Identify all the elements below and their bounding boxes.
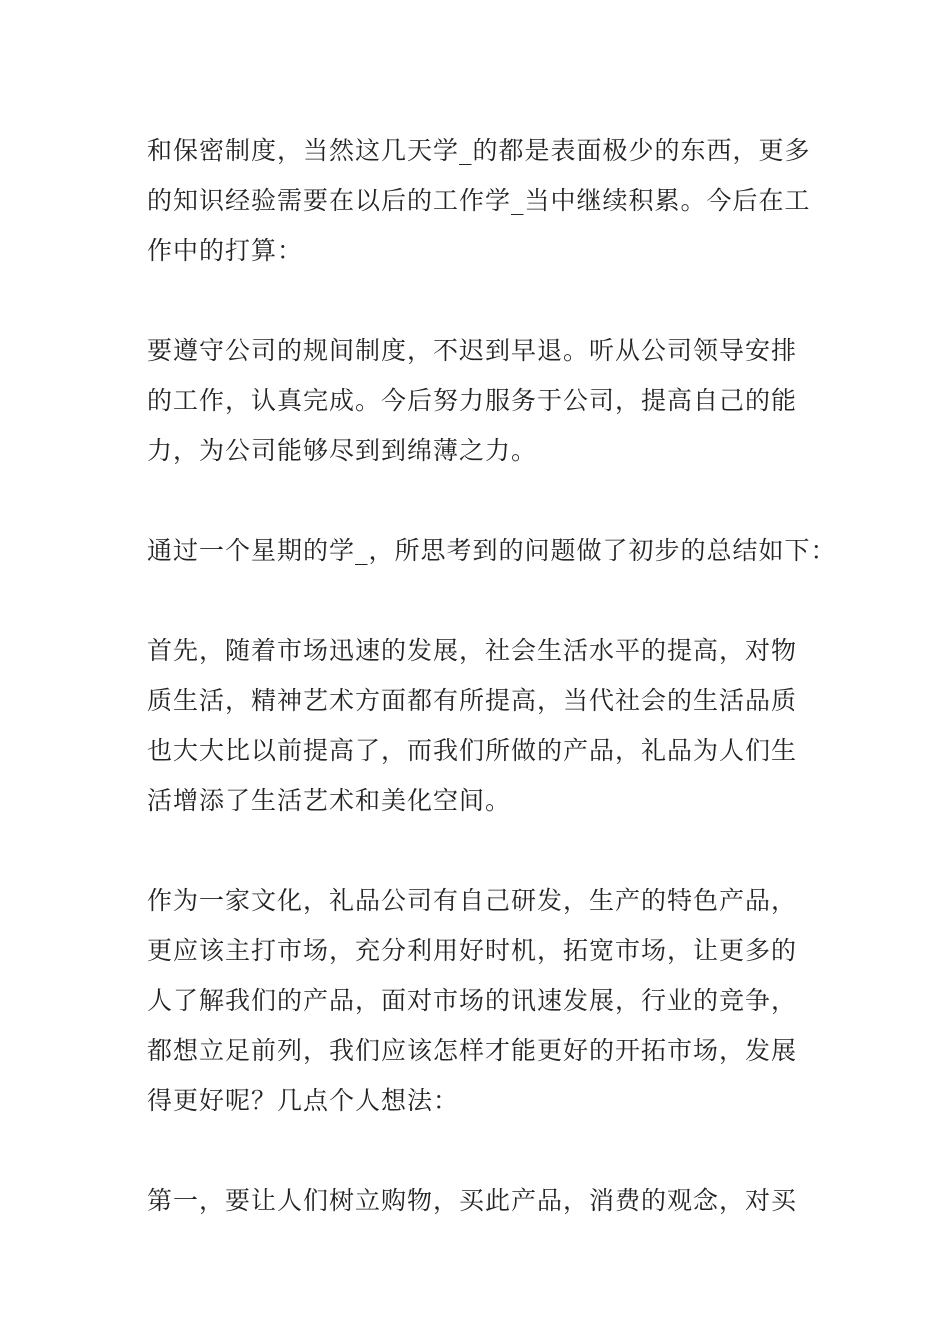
text-line: 力，为公司能够尽到到绵薄之力。	[147, 436, 538, 465]
text-line: 第一，要让人们树立购物，买此产品，消费的观念，对买	[147, 1186, 798, 1215]
text-line: 的知识经验需要在以后的工作学_当中继续积累。今后在工	[147, 186, 811, 215]
paragraph-5	[147, 876, 807, 1126]
text-line: 更应该主打市场，充分利用好时机，拓宽市场，让更多的	[147, 936, 798, 965]
paragraph-4	[147, 626, 807, 826]
paragraph-1	[147, 126, 811, 276]
document-body	[147, 126, 837, 1226]
text-line: 质生活，精神艺术方面都有所提高，当代社会的生活品质	[147, 686, 798, 715]
text-line: 要遵守公司的规间制度，不迟到早退。听从公司领导安排	[147, 336, 798, 365]
text-line: 人了解我们的产品，面对市场的讯速发展，行业的竞争，	[147, 986, 798, 1015]
text-line: 作为一家文化，礼品公司有自己研发，生产的特色产品，	[147, 886, 798, 915]
text-line: 都想立足前列，我们应该怎样才能更好的开拓市场，发展	[147, 1036, 798, 1065]
text-line: 作中的打算：	[147, 236, 304, 265]
paragraph-6	[147, 1176, 807, 1226]
text-line: 的工作，认真完成。今后努力服务于公司，提高自己的能	[147, 386, 798, 415]
text-line: 和保密制度，当然这几天学_的都是表面极少的东西，更多	[147, 136, 811, 165]
paragraph-3	[147, 526, 837, 576]
text-line: 活增添了生活艺术和美化空间。	[147, 786, 512, 815]
text-line: 首先，随着市场迅速的发展，社会生活水平的提高，对物	[147, 636, 798, 665]
text-line: 也大大比以前提高了，而我们所做的产品，礼品为人们生	[147, 736, 798, 765]
text-line: 得更好呢？几点个人想法：	[147, 1086, 460, 1115]
text-line: 通过一个星期的学_，所思考到的问题做了初步的总结如下：	[147, 536, 837, 565]
paragraph-2	[147, 326, 807, 476]
